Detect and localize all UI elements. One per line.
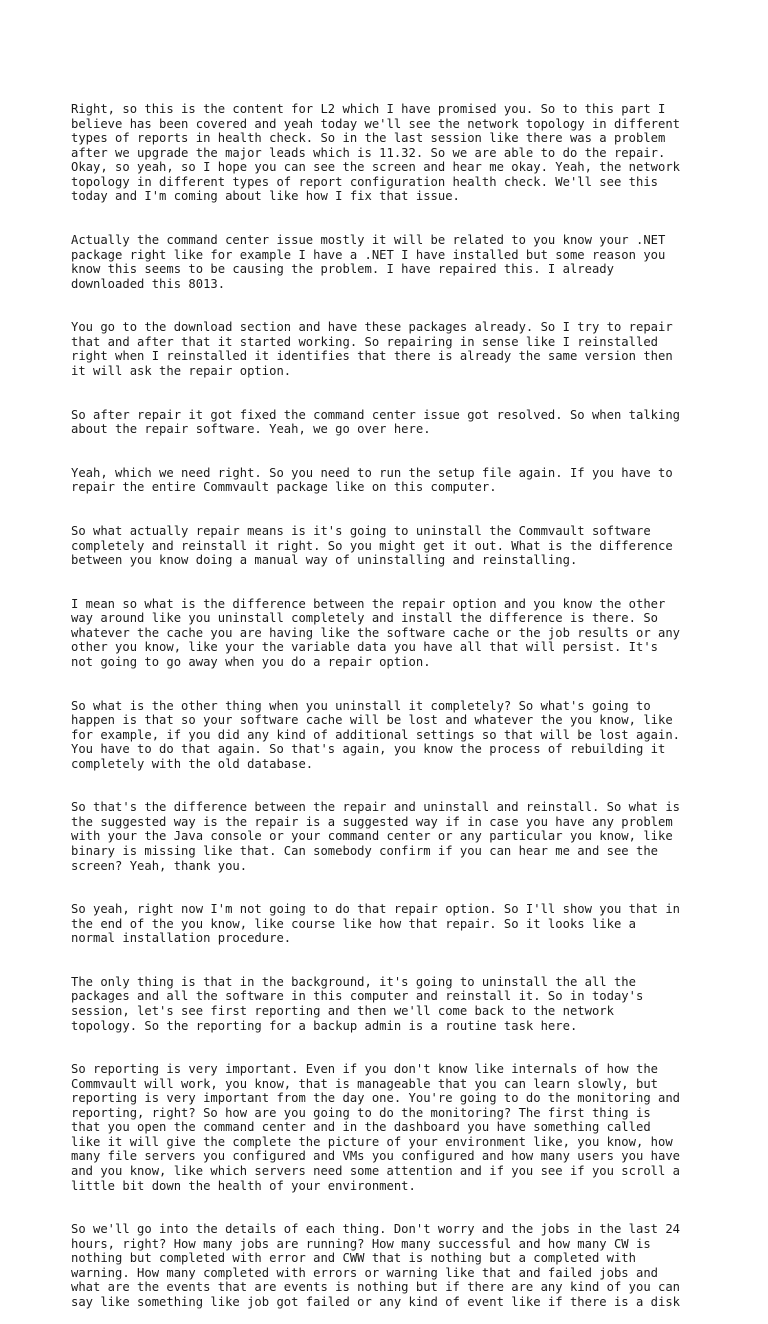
text-line: So reporting is very important. Even if you don't know like internals of how the [71, 1062, 658, 1077]
text-line: binary is missing like that. Can somebody confirm if you can hear me and see the [71, 843, 658, 858]
text-line: screen? Yeah, thank you. [71, 858, 248, 873]
text-line: hours, right? How many jobs are running? How many successful and how many CW is [71, 1236, 651, 1251]
text-line: So yeah, right now I'm not going to do that repair option. So I'll show you that in [71, 902, 681, 917]
paragraph-4 [71, 408, 761, 437]
text-line: after we upgrade the major leads which is 11.32. So we are able to do the repair. [71, 145, 666, 160]
transcript-document [71, 73, 761, 1324]
text-line: what are the events that are events is nothing but if there are any kind of you can [71, 1280, 681, 1295]
paragraph-13 [71, 1222, 761, 1309]
text-line: You go to the download section and have these packages already. So I try to repair [71, 320, 673, 335]
text-line: say like something like job got failed or any kind of event like if there is a disk [71, 1294, 681, 1309]
text-line: Okay, so yeah, so I hope you can see the screen and hear me okay. Yeah, the network [71, 160, 681, 175]
paragraph-5 [71, 466, 761, 495]
text-line: topology in different types of report configuration health check. We'll see this [71, 174, 658, 189]
text-line: downloaded this 8013. [71, 276, 226, 291]
text-line: completely with the old database. [71, 756, 314, 771]
text-line: today and I'm coming about like how I fix that issue. [71, 189, 460, 204]
text-line: normal installation procedure. [71, 931, 292, 946]
text-line: reporting, right? So how are you going to do the monitoring? The first thing is [71, 1105, 651, 1120]
text-line: for example, if you did any kind of additional settings so that will be lost again. [71, 727, 681, 742]
text-line: The only thing is that in the background, it's going to uninstall the all the [71, 974, 636, 989]
paragraph-7 [71, 597, 761, 670]
text-line: with your the Java console or your command center or any particular you know, like [71, 829, 673, 844]
text-line: types of reports in health check. So in the last session like there was a problem [71, 131, 666, 146]
paragraph-1 [71, 102, 761, 204]
text-line: topology. So the reporting for a backup admin is a routine task here. [71, 1018, 578, 1033]
text-line: packages and all the software in this computer and reinstall it. So in today's [71, 989, 644, 1004]
text-line: many file servers you configured and VMs you configured and how many users you have [71, 1149, 681, 1164]
paragraph-2 [71, 233, 761, 291]
text-line: You have to do that again. So that's again, you know the process of rebuilding it [71, 742, 666, 757]
paragraph-3 [71, 320, 761, 378]
text-line: whatever the cache you are having like the software cache or the job results or any [71, 625, 681, 640]
text-line: So we'll go into the details of each thing. Don't worry and the jobs in the last 24 [71, 1222, 681, 1237]
text-line: that you open the command center and in the dashboard you have something called [71, 1120, 651, 1135]
text-line: happen is that so your software cache will be lost and whatever the you know, like [71, 713, 673, 728]
text-line: So after repair it got fixed the command center issue got resolved. So when talking [71, 407, 681, 422]
text-line: session, let's see first reporting and then we'll come back to the network [71, 1004, 614, 1018]
text-line: other you know, like your the variable data you have all that will persist. It's [71, 640, 658, 655]
text-line: about the repair software. Yeah, we go over here. [71, 422, 431, 437]
text-line: and you know, like which servers need some attention and if you see if you scroll a [71, 1164, 681, 1179]
text-line: little bit down the health of your environment. [71, 1178, 416, 1193]
text-line: nothing but completed with error and CWW that is nothing but a completed with [71, 1251, 636, 1266]
paragraph-12 [71, 1062, 761, 1193]
text-line: package right like for example I have a .NET I have installed but some reason you [71, 247, 666, 262]
text-line: warning. How many completed with errors or warning like that and failed jobs and [71, 1265, 658, 1280]
text-line: So what is the other thing when you uninstall it completely? So what's going to [71, 698, 651, 713]
paragraph-9 [71, 800, 761, 873]
text-line: way around like you uninstall completely and install the difference is there. So [71, 611, 658, 626]
text-line: right when I reinstalled it identifies that there is already the same version then [71, 349, 673, 364]
text-line: repair the entire Commvault package like on this computer. [71, 480, 497, 495]
text-line: not going to go away when you do a repair option. [71, 654, 431, 669]
text-line: Right, so this is the content for L2 which I have promised you. So to this part I [71, 102, 666, 117]
text-line: that and after that it started working. So repairing in sense like I reinstalled [71, 334, 658, 349]
text-line: the suggested way is the repair is a suggested way if in case you have any problem [71, 814, 673, 829]
text-line: So that's the difference between the repair and uninstall and reinstall. So what is [71, 800, 681, 815]
text-line: the end of the you know, like course like how that repair. So it looks like a [71, 916, 636, 931]
text-line: between you know doing a manual way of uninstalling and reinstalling. [71, 553, 578, 568]
text-line: I mean so what is the difference between the repair option and you know the other [71, 596, 666, 611]
paragraph-8 [71, 699, 761, 772]
text-line: know this seems to be causing the problem. I have repaired this. I already [71, 262, 614, 277]
paragraph-11 [71, 975, 761, 1033]
text-line: Commvault will work, you know, that is manageable that you can learn slowly, but [71, 1076, 658, 1091]
paragraph-10 [71, 902, 761, 946]
text-line: Yeah, which we need right. So you need to run the setup file again. If you have to [71, 465, 673, 480]
text-line: completely and reinstall it right. So you might get it out. What is the difference [71, 538, 673, 553]
text-line: Actually the command center issue mostly it will be related to you know your .NET [71, 233, 666, 248]
text-line: reporting is very important from the day one. You're going to do the monitoring and [71, 1091, 681, 1106]
paragraph-6 [71, 524, 761, 568]
text-line: So what actually repair means is it's going to uninstall the Commvault software [71, 523, 651, 538]
text-line: like it will give the complete the picture of your environment like, you know, how [71, 1134, 673, 1149]
text-line: believe has been covered and yeah today we'll see the network topology in different [71, 116, 681, 131]
text-line: it will ask the repair option. [71, 363, 292, 378]
